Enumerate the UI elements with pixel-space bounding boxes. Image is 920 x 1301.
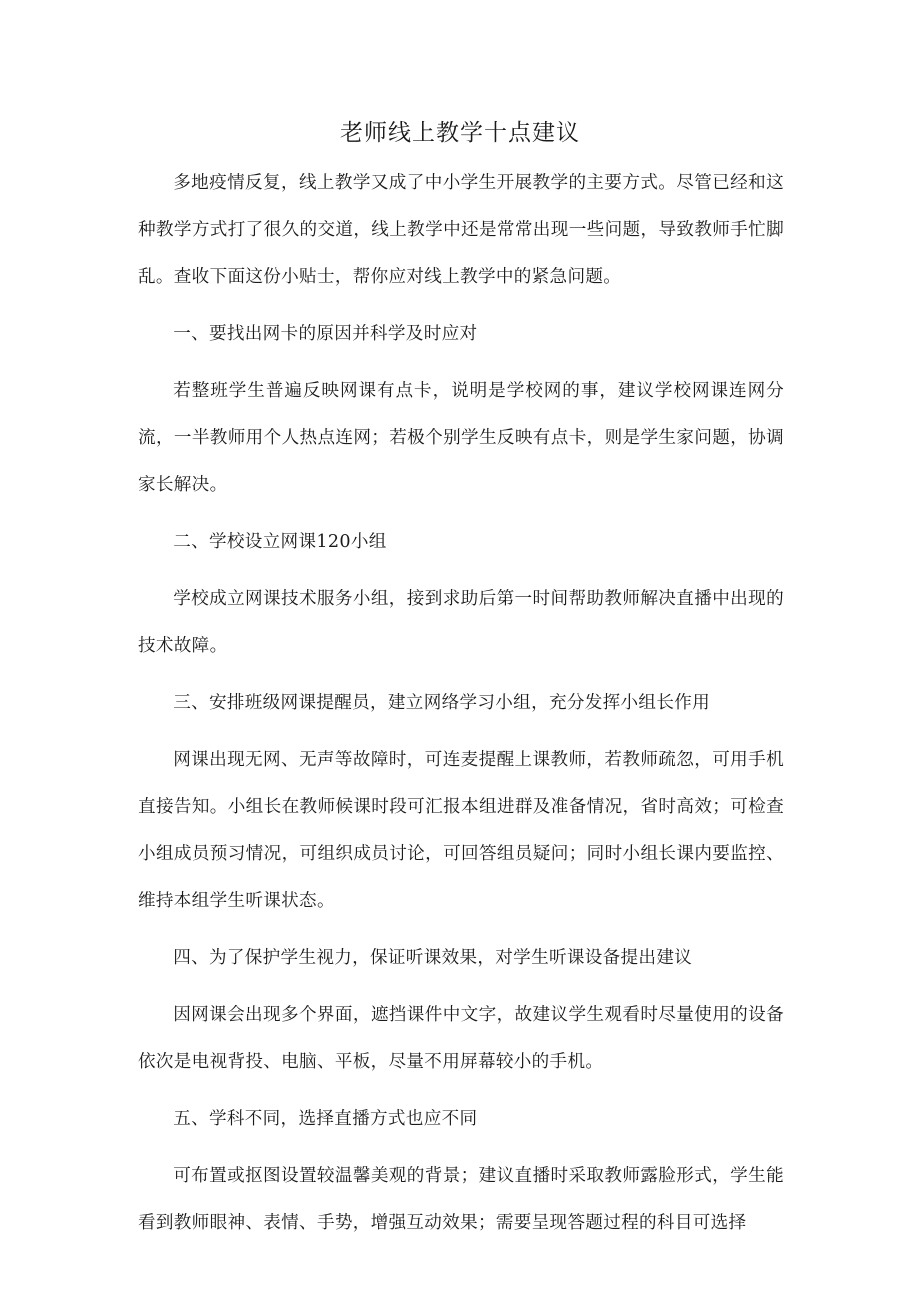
document-body bbox=[138, 160, 784, 1257]
section-heading-5: 五、学科不同，选择直播方式也应不同 bbox=[173, 1109, 478, 1129]
section-body-1: 若整班学生普遍反映网课有点卡，说明是学校网的事，建议学校网课连网分流，一半教师用个人热点连网；若极个别学生反映有点卡，则是学生家问题，协调家长解决。 bbox=[138, 381, 784, 495]
section-body-4: 因网课会出现多个界面，遮挡课件中文字，故建议学生观看时尽量使用的设备依次是电视背投、电脑、平板，尽量不用屏幕较小的手机。 bbox=[138, 1005, 784, 1072]
section-heading-4: 四、为了保护学生视力，保证听课效果，对学生听课设备提出建议 bbox=[173, 948, 693, 968]
section-body-2: 学校成立网课技术服务小组，接到求助后第一时间帮助教师解决直播中出现的技术故障。 bbox=[138, 589, 784, 656]
section-heading-3: 三、安排班级网课提醒员，建立网络学习小组，充分发挥小组长作用 bbox=[173, 693, 711, 713]
section-body-3: 网课出现无网、无声等故障时，可连麦提醒上课教师，若教师疏忽，可用手机直接告知。小组长在教师候课时段可汇报本组进群及准备情况，省时高效；可检查小组成员预习情况，可组织成员讨论，可回答组员疑问；同时小组长课内要监控、维持本组学生听课状态。 bbox=[138, 750, 784, 911]
section-heading-2: 二、学校设立网课120小组 bbox=[173, 532, 387, 552]
section-heading-1: 一、要找出网卡的原因并科学及时应对 bbox=[173, 324, 478, 344]
section-body-5: 可布置或抠图设置较温馨美观的背景；建议直播时采取教师露脸形式，学生能看到教师眼神、表情、手势，增强互动效果；需要呈现答题过程的科目可选择 bbox=[138, 1166, 784, 1233]
document-title: 老师线上教学十点建议 bbox=[340, 120, 580, 146]
intro-paragraph: 多地疫情反复，线上教学又成了中小学生开展教学的主要方式。尽管已经和这种教学方式打了很久的交道，线上教学中还是常常出现一些问题，导致教师手忙脚乱。查收下面这份小贴士，帮你应对线上教学中的紧急问题。 bbox=[138, 173, 784, 287]
